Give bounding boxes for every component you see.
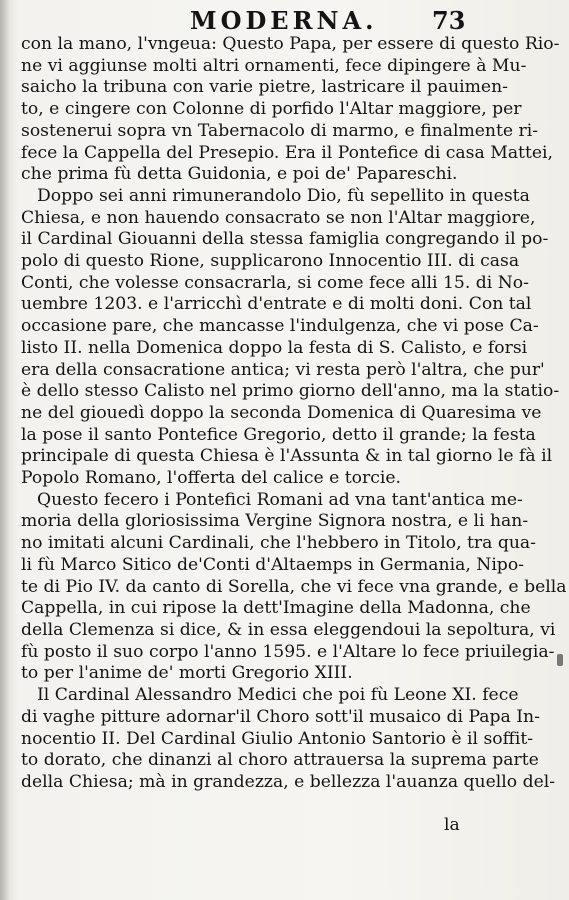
text-line: Cappella, in cui ripose la dett'Imagine della Madonna, che	[21, 598, 531, 619]
text-line: sostenerui sopra vn Tabernacolo di marmo, e finalmente ri-	[21, 120, 539, 141]
text-line: no imitati alcuni Cardinali, che l'hebbero in Titolo, tra qua-	[21, 533, 536, 554]
text-line: Chiesa, e non hauendo consacrato se non l'Altar maggiore,	[21, 207, 536, 228]
text-line: te di Pio IV. da canto di Sorella, che vi fece vna grande, e bella	[21, 576, 567, 597]
ink-smudge	[557, 654, 563, 666]
text-line: nocentio II. Del Cardinal Giulio Antonio Santorio è il soffit-	[21, 728, 534, 749]
text-line: Conti, che volesse consacrarla, si come fece alli 15. di No-	[21, 272, 529, 293]
text-line: Popolo Romano, l'offerta del calice e torcie.	[21, 468, 401, 489]
text-line: occasione pare, che mancasse l'indulgenza, che vi pose Ca-	[21, 316, 539, 337]
running-head: MODERNA.	[190, 6, 378, 35]
text-line: moria della gloriosissima Vergine Signora nostra, e li han-	[21, 511, 529, 532]
text-line: Il Cardinal Alessandro Medici che poi fù Leone XI. fece	[37, 685, 519, 706]
paragraph-3	[21, 489, 567, 685]
text-line: della Clemenza si dice, & in essa eleggendoui la sepoltura, vi	[21, 619, 556, 640]
catchword: la	[444, 815, 460, 835]
text-line: ne vi aggiunse molti altri ornamenti, fece dipingere à Mu-	[21, 55, 527, 76]
paragraph-4	[21, 685, 556, 794]
body-text	[21, 34, 567, 794]
text-line: fece la Cappella del Presepio. Era il Pontefice di casa Mattei,	[21, 142, 554, 163]
text-line: listo II. nella Domenica doppo la festa di S. Calisto, e forsi	[21, 337, 528, 358]
text-line: fù posto il suo corpo l'anno 1595. e l'Altare lo fece priuilegia-	[21, 641, 555, 662]
text-line: polo di questo Rione, supplicarono Innocentio III. di casa	[21, 251, 520, 272]
text-line: era della consacratione antica; vi resta però l'altra, che pur'	[21, 359, 545, 380]
text-line: che prima fù detta Guidonia, e poi de' Papareschi.	[21, 164, 458, 185]
text-line: ne del giouedì doppo la seconda Domenica di Quaresima ve	[21, 402, 542, 423]
text-line: Doppo sei anni rimunerandolo Dio, fù sepellito in questa	[37, 185, 530, 206]
text-line: il Cardinal Giouanni della stessa famiglia congregando il po-	[21, 229, 549, 250]
page-header	[0, 4, 569, 38]
text-line: principale di questa Chiesa è l'Assunta & in tal giorno le fà il	[21, 446, 553, 467]
page-number: 73	[432, 6, 466, 35]
text-line: to per l'anime de' morti Gregorio XIII.	[21, 663, 353, 684]
text-line: saicho la tribuna con varie pietre, lastricare il pauimen-	[21, 77, 508, 98]
paragraph-1	[21, 34, 560, 186]
text-line: to, e cingere con Colonne di porfido l'Altar maggiore, per	[21, 99, 522, 120]
text-line: uembre 1203. e l'arricchì d'entrate e di molti doni. Con tal	[21, 294, 532, 315]
text-line: la pose il santo Pontefice Gregorio, detto il grande; la festa	[21, 424, 536, 445]
gutter-shadow	[0, 0, 10, 900]
text-line: della Chiesa; mà in grandezza, e bellezza l'auanza quello del-	[21, 771, 556, 792]
paragraph-2	[21, 185, 560, 490]
text-line: è dello stesso Calisto nel primo giorno dell'anno, ma la statio-	[21, 381, 560, 402]
text-line: con la mano, l'vngeua: Questo Papa, per essere di questo Rio-	[21, 34, 560, 54]
text-line: di vaghe pitture adornar'il Choro sott'il musaico di Papa In-	[21, 706, 540, 727]
text-line: li fù Marco Sitico de'Conti d'Altaemps in Germania, Nipo-	[21, 554, 524, 575]
text-line: to dorato, che dinanzi al choro attrauersa la suprema parte	[21, 750, 539, 771]
text-line: Questo fecero i Pontefici Romani ad vna tant'antica me-	[37, 489, 523, 510]
